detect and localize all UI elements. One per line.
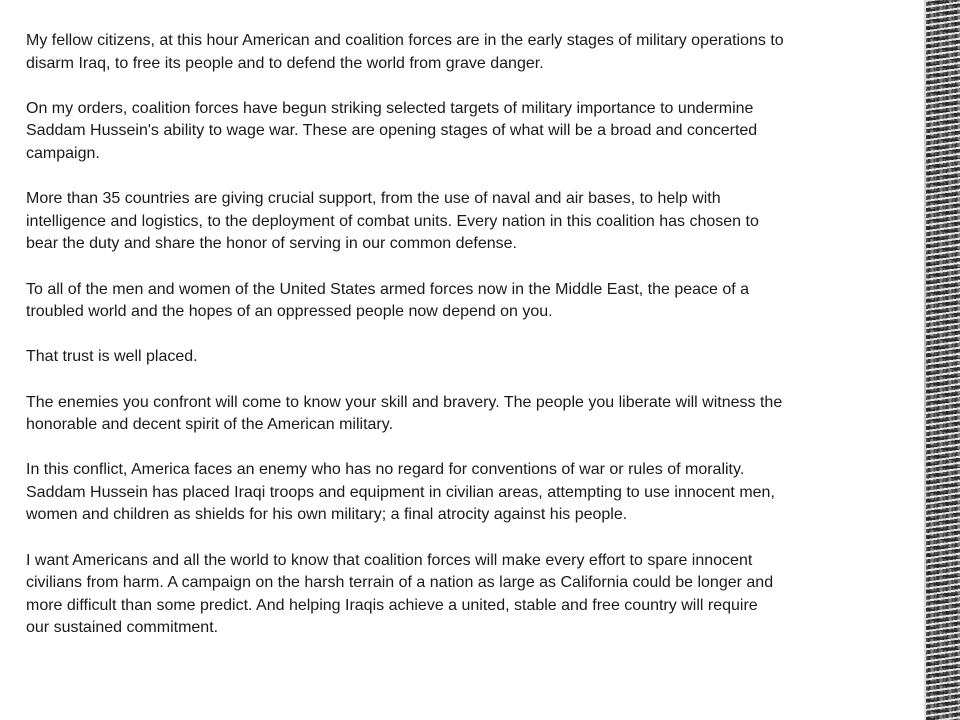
paragraph-7: In this conflict, America faces an enemy who has no regard for conventions of war or rules of morality. Saddam Hussein has placed Iraqi troops and equipment in civilian areas, attempting to use innocent men, women and children as shields for his own military; a final atrocity against his people.	[26, 461, 775, 524]
decorative-side-border	[926, 0, 960, 720]
speech-text-body	[26, 30, 906, 663]
paragraph-4: To all of the men and women of the United States armed forces now in the Middle East, the peace of a troubled world and the hopes of an oppressed people now depend on you.	[26, 280, 750, 321]
paragraph-8: I want Americans and all the world to know that coalition forces will make every effort to spare innocent civilians from harm. A campaign on the harsh terrain of a nation as large as California could be longer and more difficult than some predict. And helping Iraqis achieve a united, stable and free country will require our sustained commitment.	[26, 551, 774, 637]
paragraph-1: My fellow citizens, at this hour American and coalition forces are in the early stages of military operations to disarm Iraq, to free its people and to defend the world from grave danger.	[26, 32, 784, 72]
paragraph-6: The enemies you confront will come to know your skill and bravery. The people you liberate will witness the honorable and decent spirit of the American military.	[26, 393, 783, 434]
paragraph-2: On my orders, coalition forces have begun striking selected targets of military importance to undermine Saddam Hussein's ability to wage war. These are opening stages of what will be a broad and concerted campaign.	[26, 99, 758, 162]
paragraph-3: More than 35 countries are giving crucial support, from the use of naval and air bases, to help with intelligence and logistics, to the deployment of combat units. Every nation in this coalition has chosen to bear the duty and share the honor of serving in our common defense.	[26, 190, 759, 253]
paragraph-5: That trust is well placed.	[26, 348, 198, 366]
